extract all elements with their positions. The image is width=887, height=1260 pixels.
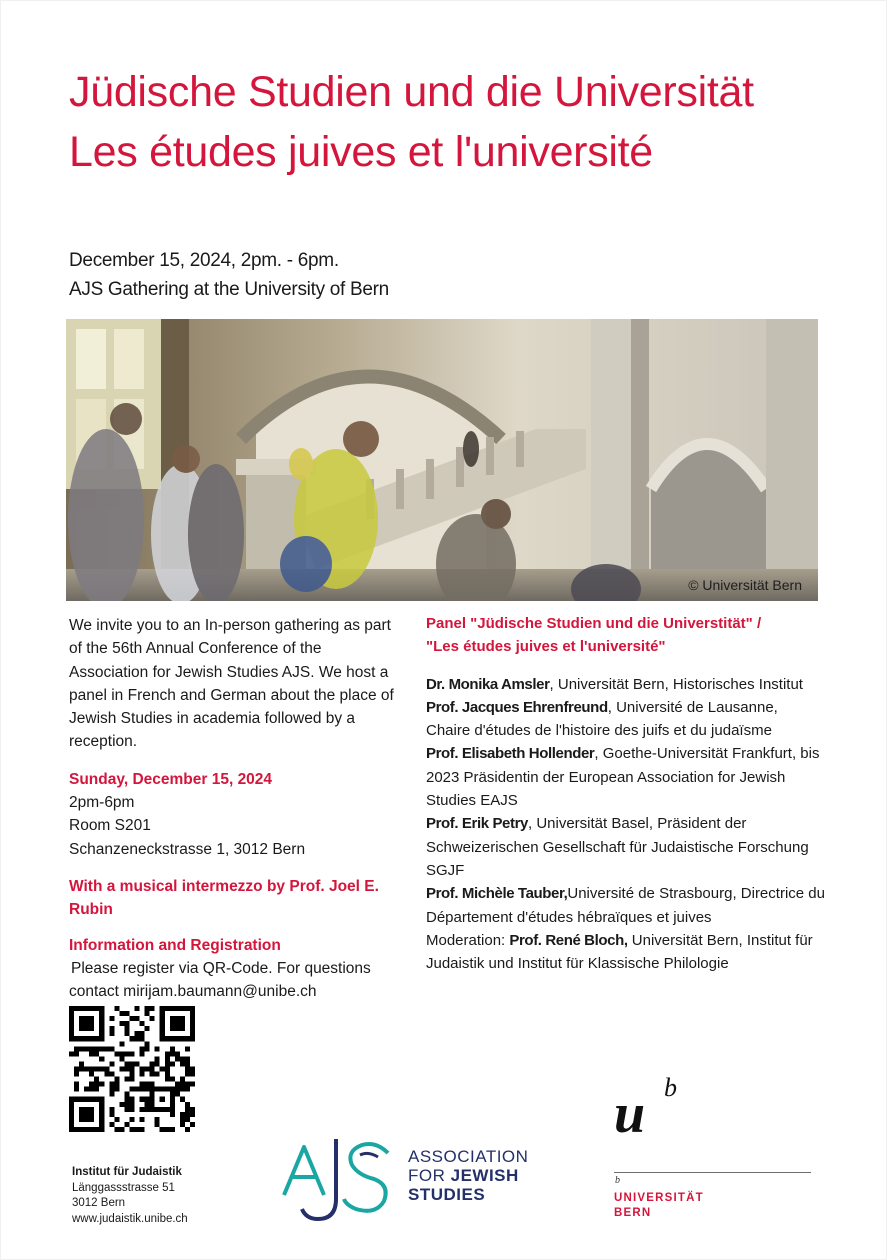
panel-title-line-1: Panel "Jüdische Studien und die Universtität" /	[426, 615, 762, 632]
moderator-affiliation: Universität Bern, Institut für Judaistik und Institut für Klassische Philologie	[426, 931, 813, 973]
speaker-entry	[426, 742, 826, 812]
footer-street: Länggassstrasse 51	[72, 1181, 175, 1194]
speaker-entry	[426, 882, 826, 929]
photo-credit: © Universität Bern	[688, 577, 802, 593]
speaker-separator: ,	[527, 815, 537, 833]
speaker-entry	[426, 696, 826, 743]
right-column	[426, 612, 826, 975]
ajs-line-2-a: FOR	[408, 1166, 451, 1185]
speaker-name: Prof. Erik Petry	[426, 815, 528, 833]
moderator-name: Prof. René Bloch,	[509, 931, 628, 949]
ajs-line-2-b: JEWISH	[450, 1166, 519, 1185]
registration-line-1: Please register via QR-Code. For questions	[71, 959, 371, 977]
panel-title-line-2: "Les études juives et l'université"	[426, 638, 666, 656]
schedule-room: Room S201	[69, 817, 151, 835]
ajs-wordmark	[408, 1147, 528, 1204]
speaker-separator: ,	[549, 675, 558, 693]
footer-address	[72, 1165, 188, 1227]
registration-qr-code[interactable]	[69, 1006, 195, 1132]
unibe-logo-icon	[614, 1072, 694, 1140]
unibe-name	[614, 1191, 704, 1221]
footer-website[interactable]: www.judaistik.unibe.ch	[72, 1212, 188, 1225]
music-note: With a musical intermezzo by Prof. Joel E. Rubin	[69, 877, 379, 919]
speaker-affiliation: Universität Bern, Historisches Institut	[557, 675, 803, 693]
speaker-name: Prof. Jacques Ehrenfreund	[426, 698, 608, 716]
panel-title	[426, 612, 826, 659]
ajs-line-2	[408, 1166, 528, 1185]
speaker-entry	[426, 673, 826, 696]
speaker-name: Prof. Michèle Tauber,	[426, 885, 568, 903]
speaker-name: Prof. Elisabeth Hollender	[426, 745, 595, 763]
moderation	[426, 929, 826, 976]
speaker-entry	[426, 812, 826, 882]
schedule-heading: Sunday, December 15, 2024	[69, 770, 273, 788]
unibe-name-line-1: UNIVERSITÄT	[614, 1192, 704, 1204]
speaker-separator: ,	[607, 698, 617, 716]
unibe-small-b: b	[615, 1175, 620, 1186]
speaker-list	[426, 673, 826, 929]
footer-city: 3012 Bern	[72, 1197, 126, 1209]
speaker-name: Dr. Monika Amsler	[426, 675, 550, 693]
event-subtitle: AJS Gathering at the University of Bern	[69, 279, 389, 300]
speaker-affiliation: Université de Lausanne, Chaire d'études de l'histoire des juifs et du judaïsme	[426, 698, 778, 740]
speaker-separator: ,	[594, 745, 603, 763]
unibe-divider	[614, 1172, 811, 1173]
title-german: Jüdische Studien und die Universität	[69, 68, 754, 116]
staircase-illustration	[66, 319, 818, 601]
page-title	[69, 62, 859, 182]
ajs-line-3: STUDIES	[408, 1185, 486, 1204]
speaker-affiliation: Université de Strasbourg, Directrice du Département d'études hébraïques et juives	[426, 885, 825, 926]
left-column	[69, 614, 399, 1003]
intro-text: We invite you to an In-person gathering as part of the 56th Annual Conference of the Association for Jewish Studies AJS. We host a panel in French and German about the place of Jewish Studies in academia followed by a reception.	[69, 617, 394, 751]
title-french: Les études juives et l'université	[69, 128, 653, 176]
event-info	[69, 246, 389, 304]
schedule-time: 2pm-6pm	[69, 794, 135, 812]
registration-line-2[interactable]: contact mirijam.baumann@unibe.ch	[69, 983, 317, 1001]
event-date-time: December 15, 2024, 2pm. - 6pm.	[69, 250, 339, 271]
unibe-mark-u: u	[614, 1083, 646, 1140]
schedule-address: Schanzeneckstrasse 1, 3012 Bern	[69, 840, 306, 858]
unibe-name-line-2: BERN	[614, 1207, 652, 1219]
ajs-line-1: ASSOCIATION	[408, 1147, 529, 1166]
registration-heading: Information and Registration	[69, 936, 281, 954]
speaker-affiliation: Goethe-Universität Frankfurt, bis 2023 Präsidentin der European Association for Jewish Studies EAJS	[426, 745, 820, 810]
speaker-affiliation: Universität Basel, Präsident der Schweizerischen Gesellschaft für Judaistische Forschung SGJF	[426, 815, 809, 879]
staircase-photo	[66, 319, 818, 601]
moderation-label: Moderation:	[426, 931, 510, 949]
footer-institute: Institut für Judaistik	[72, 1166, 182, 1178]
unibe-mark-b: b	[664, 1073, 677, 1102]
